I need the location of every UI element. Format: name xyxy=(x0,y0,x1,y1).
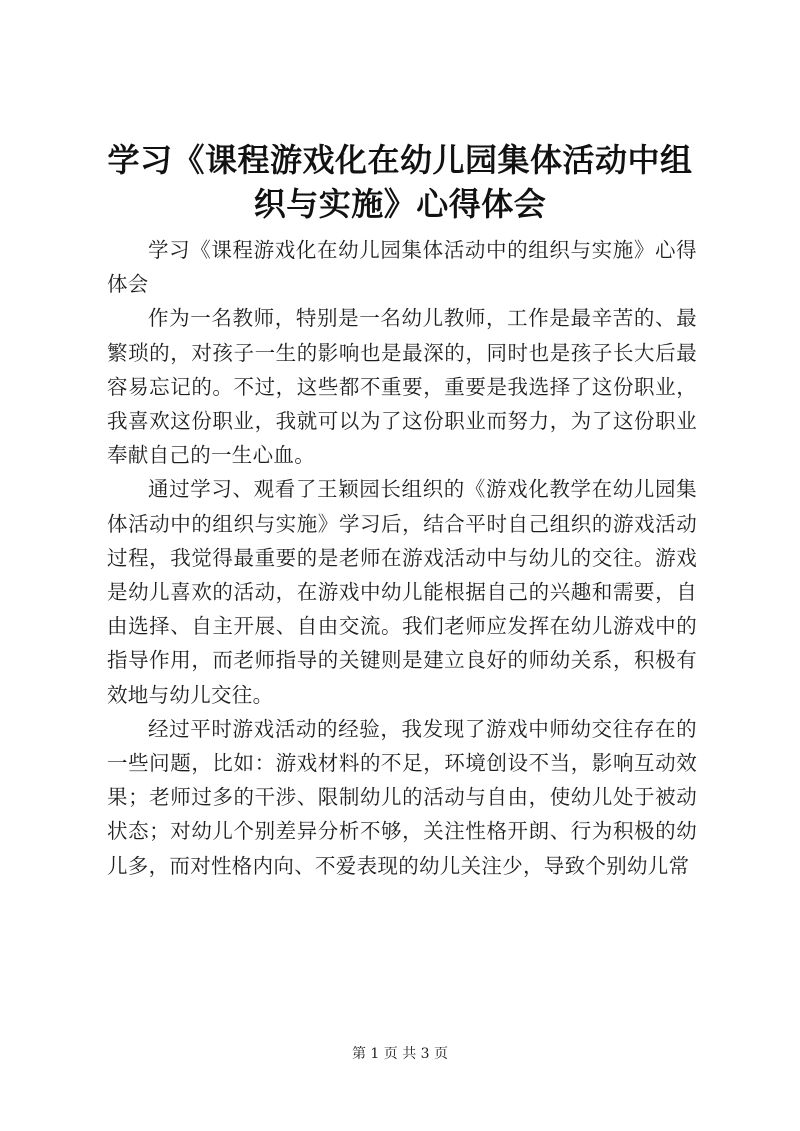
paragraph: 学习《课程游戏化在幼儿园集体活动中的组织与实施》心得体会 xyxy=(107,238,697,297)
page-number-footer: 第 1 页 共 3 页 xyxy=(351,1046,449,1062)
document-body xyxy=(107,233,697,883)
document-title: 学习《课程游戏化在幼儿园集体活动中组织与实施》心得体会 xyxy=(107,141,693,223)
paragraph: 作为一名教师，特别是一名幼儿教师，工作是最辛苦的、最繁琐的，对孩子一生的影响也是最深的，同时也是孩子长大后最容易忘记的。不过，这些都不重要，重要是我选择了这份职业，我喜欢这份职业，我就可以为了这份职业而努力，为了这份职业奉献自己的一生心血。 xyxy=(107,306,697,468)
paragraph: 通过学习、观看了王颖园长组织的《游戏化教学在幼儿园集体活动中的组织与实施》学习后，结合平时自己组织的游戏活动过程，我觉得最重要的是老师在游戏活动中与幼儿的交往。游戏是幼儿喜欢的活动，在游戏中幼儿能根据自己的兴趣和需要，自由选择、自主开展、自由交流。我们老师应发挥在幼儿游戏中的指导作用，而老师指导的关键则是建立良好的师幼关系，积极有效地与幼儿交往。 xyxy=(107,477,697,707)
paragraph: 经过平时游戏活动的经验，我发现了游戏中师幼交往存在的一些问题，比如：游戏材料的不足，环境创设不当，影响互动效果；老师过多的干涉、限制幼儿的活动与自由，使幼儿处于被动状态；对幼儿个别差异分析不够，关注性格开朗、行为积极的幼儿多，而对性格内向、不爱表现的幼儿关注少，导致个别幼儿常 xyxy=(107,716,697,878)
